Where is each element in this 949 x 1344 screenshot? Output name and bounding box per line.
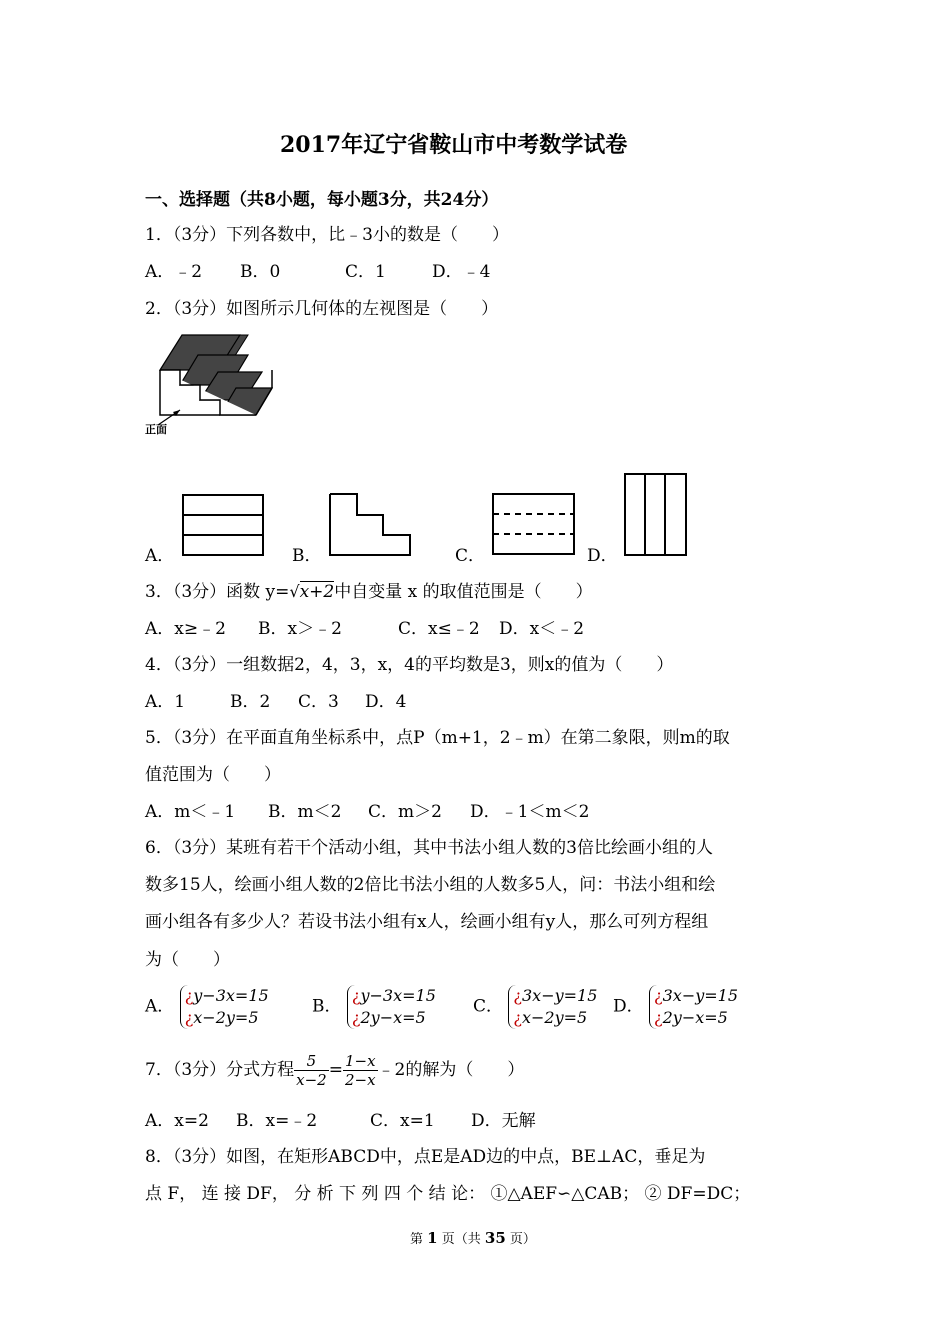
question-3-stem: 3．（3分）函数 y=√x+2中自变量 x 的取值范围是（ ） [145,582,593,602]
brace-glyph: ¿ [513,1008,522,1027]
fraction-1 [294,1052,329,1089]
equation-2: x−2y=5 [193,1008,259,1027]
question-3-stem-post: 中自变量 x 的取值范围是（ ） [334,582,593,602]
page-title: 2017年辽宁省鞍山市中考数学试卷 [280,132,628,158]
question-2-stem: 2．（3分）如图所示几何体的左视图是（ ） [145,299,499,319]
question-6-stem-line1: 6．（3分）某班有若干个活动小组，其中书法小组人数的3倍比绘画小组的人 [145,838,713,858]
equation-system [180,985,269,1029]
question-6-option-b [312,985,436,1029]
equation-2: 2y−x=5 [662,1008,728,1027]
option-label: D． [613,996,644,1017]
question-4-stem: 4．（3分）一组数据2，4，3，x，4的平均数是3，则x的值为（ ） [145,655,674,675]
question-6-stem-line4: 为（ ） [145,950,230,970]
option-a-figure [182,494,264,556]
question-1-option-a: A．﹣2 [145,262,203,282]
brace-glyph: ¿ [351,986,361,1005]
equation-system [649,985,738,1029]
fraction-2-numerator: 1−x [344,1052,376,1070]
question-3-option-d: D．x＜﹣2 [499,619,585,639]
question-5-stem-line1: 5．（3分）在平面直角坐标系中，点P（m+1，2﹣m）在第二象限，则m的取 [145,728,730,748]
option-label: A． [145,996,175,1017]
section-heading: 一、选择题（共8小题，每小题3分，共24分） [145,190,499,210]
fraction-1-denominator: x−2 [296,1071,327,1089]
equation-2: 2y−x=5 [360,1008,426,1027]
equation-system [508,985,597,1029]
question-3-option-b: B．x＞﹣2 [258,619,342,639]
brace-glyph: ¿ [351,1008,361,1027]
page-number: 1 [427,1229,438,1247]
footer-mid: 页（共 [441,1232,481,1247]
equals-sign: = [328,1060,343,1080]
question-2-option-a: A． [145,546,175,566]
brace-glyph: ¿ [654,1008,663,1027]
brace-glyph: ¿ [513,986,522,1005]
question-6-stem-line2: 数多15人，绘画小组人数的2倍比书法小组的人数多5人，问：书法小组和绘 [145,875,716,895]
question-7-option-d: D．无解 [471,1111,536,1131]
equation-1: 3x−y=15 [662,986,739,1005]
option-d-figure [624,473,687,556]
question-6-option-a [145,985,269,1029]
question-2-option-c: C． [455,546,486,566]
question-3-option-a: A．x≥﹣2 [145,619,226,639]
question-4-option-b: B．2 [230,692,271,712]
brace-glyph: ¿ [654,986,663,1005]
footer-pre: 第 [410,1232,424,1247]
question-5-stem-line2: 值范围为（ ） [145,765,281,785]
question-1-option-b: B．0 [240,262,281,282]
question-3-stem-pre: 3．（3分）函数 y= [145,582,290,602]
question-8-stem-line1: 8．（3分）如图，在矩形ABCD中，点E是AD边的中点，BE⊥AC，垂足为 [145,1147,706,1167]
equation-2: x−2y=5 [522,1008,588,1027]
brace-glyph: ¿ [184,986,194,1005]
question-4-option-c: C．3 [298,692,339,712]
equation-1: y−3x=15 [360,986,436,1005]
question-1-option-d: D．﹣4 [432,262,491,282]
question-5-option-c: C．m＞2 [368,802,442,822]
question-6-stem-line3: 画小组各有多少人？若设书法小组有x人，绘画小组有y人，那么可列方程组 [145,912,709,932]
brace-glyph: ¿ [184,1008,194,1027]
question-6-option-c [473,985,597,1029]
question-7-option-a: A．x=2 [145,1111,209,1131]
figure-front-label: 正面 [145,423,167,436]
question-3-radicand: x+2 [299,582,335,602]
question-7-stem-post: ﹣2的解为（ ） [377,1060,525,1080]
option-c-figure [492,493,575,555]
fraction-2-denominator: 2−x [344,1071,376,1089]
question-5-option-a: A．m＜﹣1 [145,802,236,822]
question-4-option-d: D．4 [365,692,407,712]
page-footer [410,1228,536,1250]
equation-1: y−3x=15 [193,986,269,1005]
question-2-option-d: D． [587,546,618,566]
question-7-option-b: B．x=﹣2 [236,1111,318,1131]
equation-system [347,985,436,1029]
question-4-option-a: A．1 [145,692,186,712]
option-b-figure [329,493,412,557]
fraction-1-numerator: 5 [294,1052,329,1071]
question-2-option-b: B． [292,546,322,566]
question-3-option-c: C．x≤﹣2 [398,619,480,639]
question-5-option-d: D．﹣1＜m＜2 [470,802,590,822]
question-1-stem: 1．（3分）下列各数中，比﹣3小的数是（ ） [145,225,509,245]
page-total: 35 [484,1229,506,1247]
option-label: B． [312,996,342,1017]
question-5-option-b: B．m＜2 [268,802,342,822]
question-7-stem [145,1050,524,1090]
equation-1: 3x−y=15 [522,986,598,1005]
question-8-stem-line2: 点 F， 连 接 DF， 分 析 下 列 四 个 结 论： ①△AEF∽△CAB； ② DF=DC； [145,1184,751,1204]
option-label: C． [473,996,504,1017]
fraction-2 [343,1052,378,1089]
question-7-option-c: C．x=1 [370,1111,435,1131]
question-6-option-d [613,985,738,1029]
question-7-stem-pre: 7．（3分）分式方程 [145,1060,295,1080]
question-1-option-c: C．1 [345,262,386,282]
footer-post: 页） [509,1232,536,1247]
